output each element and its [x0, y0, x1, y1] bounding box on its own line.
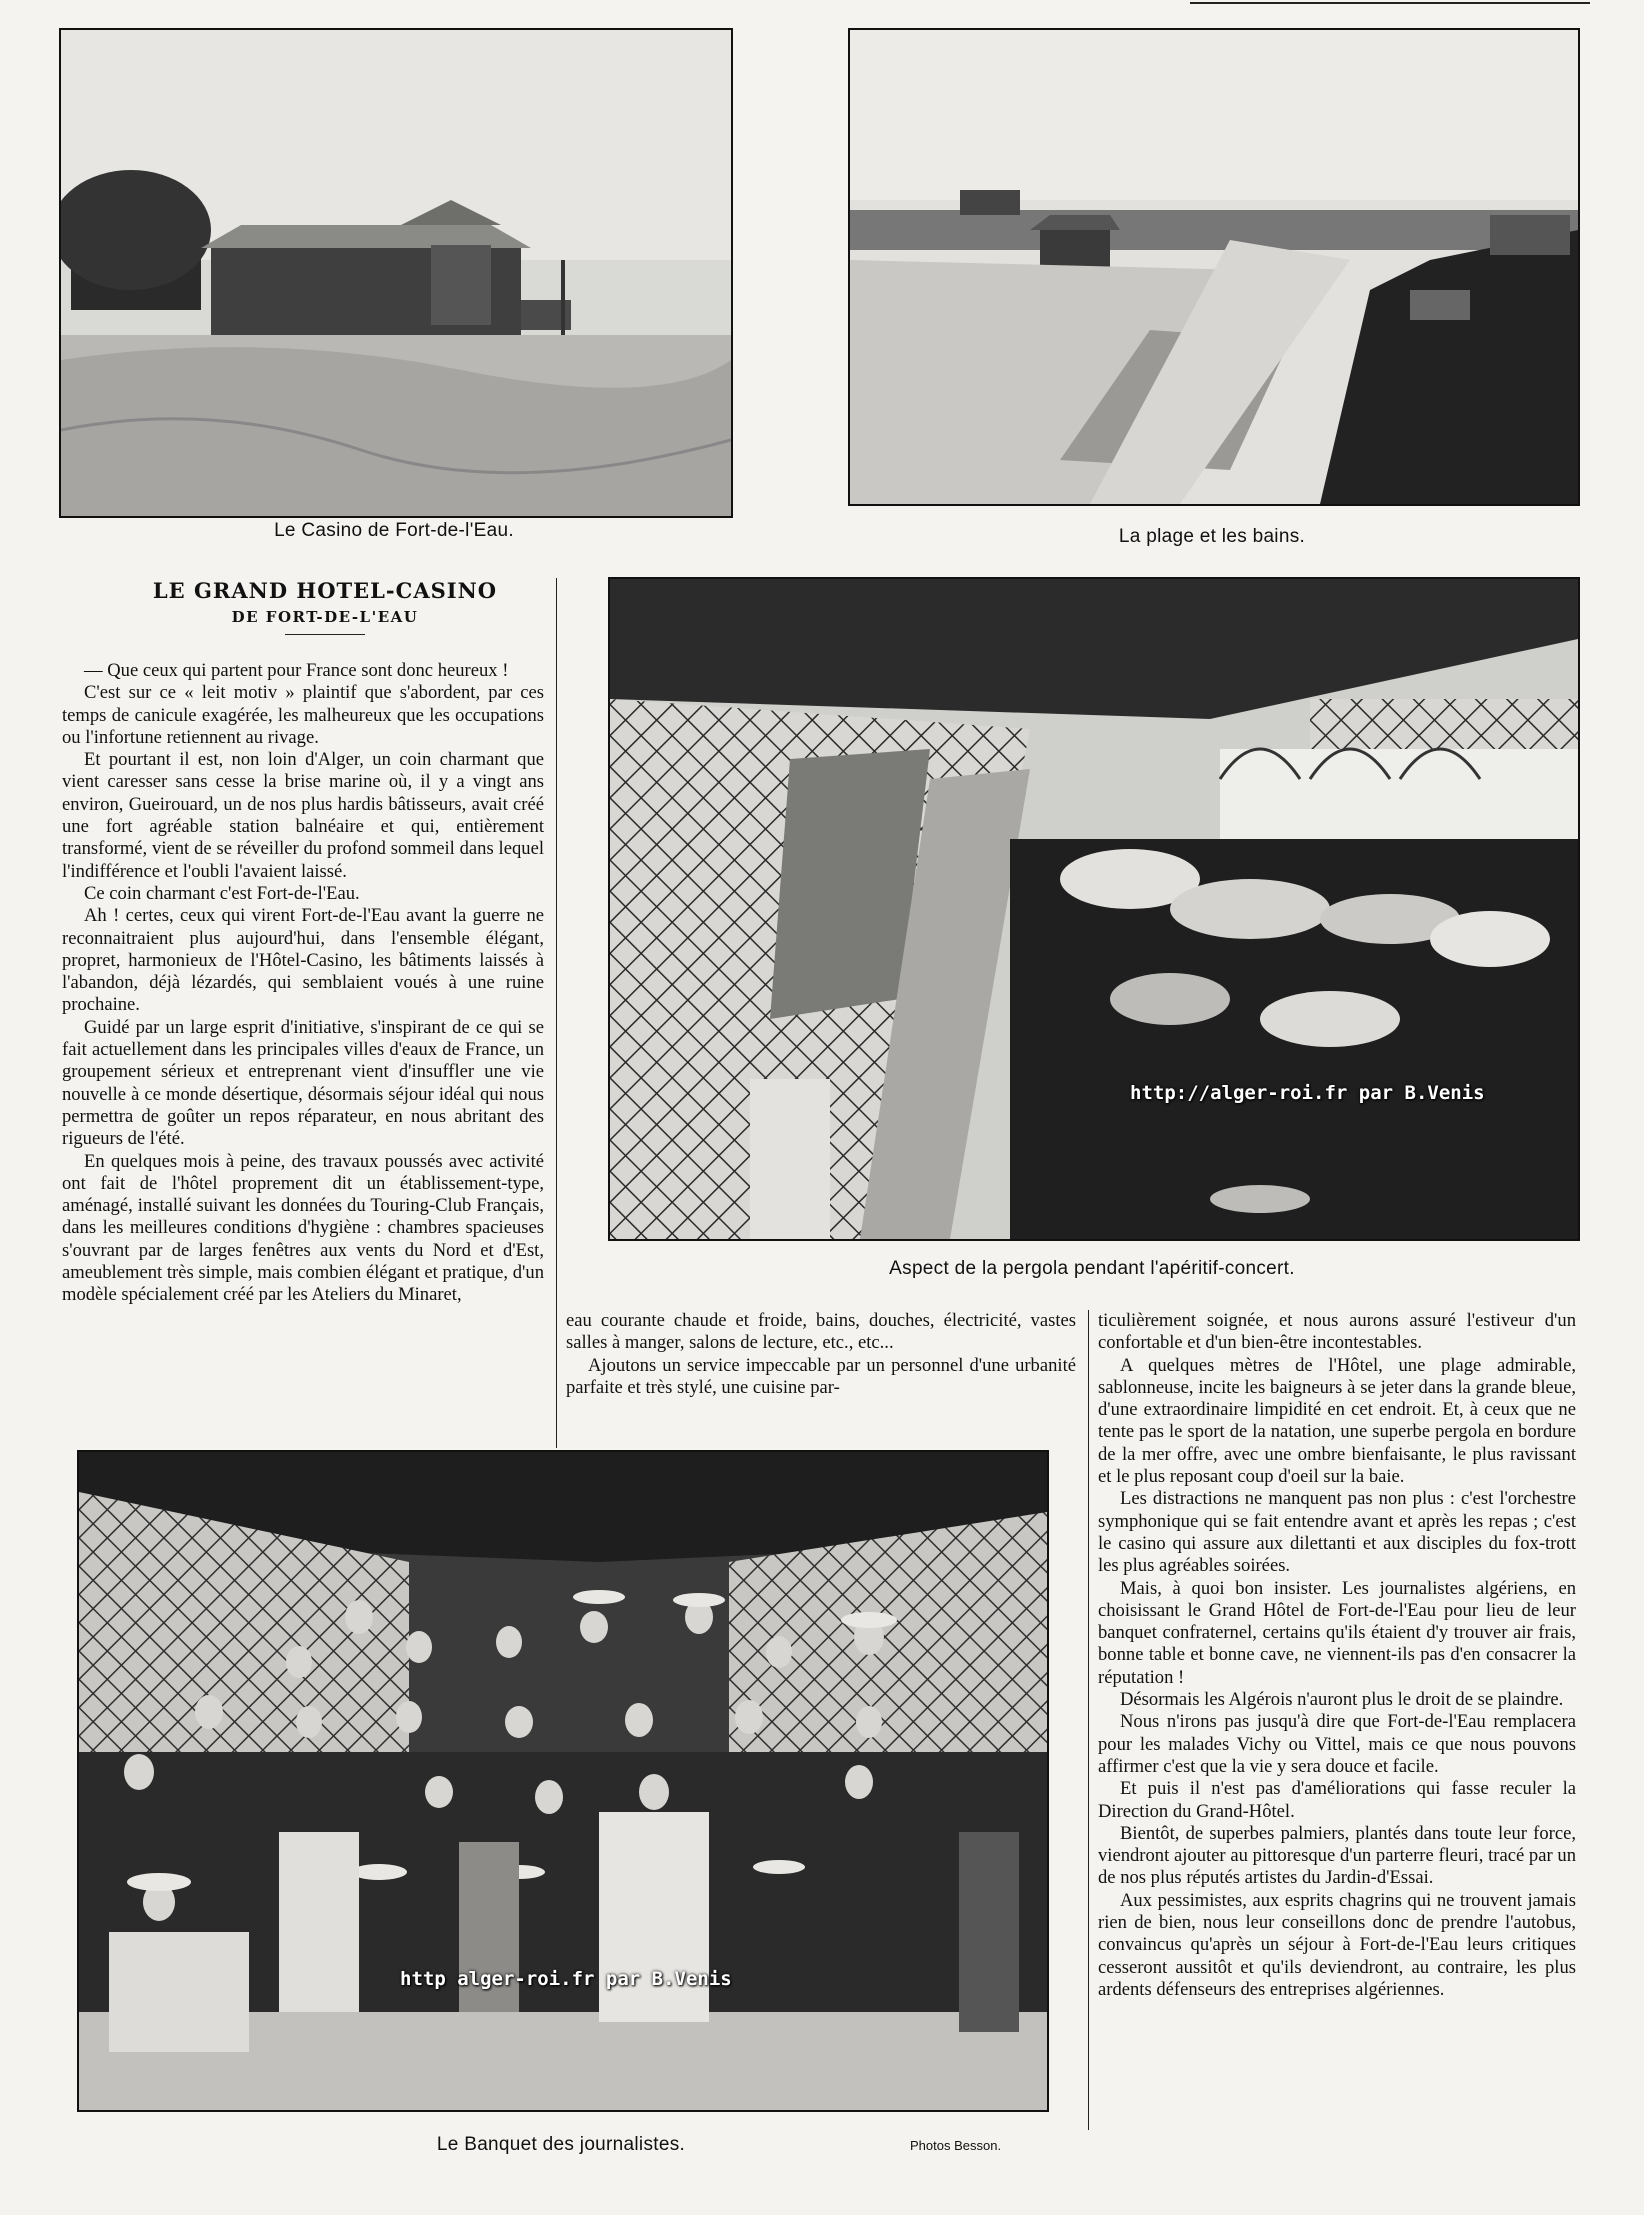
paragraph: Aux pessimistes, aux esprits chagrins qui ne trouvent jamais rien de bien, nous leur conseillons donc de prendre l'autobus, convaincus qu'après un séjour à Fort-de-l'Eau leurs critiques cesseront aussitôt et qu'ils deviendront, au contraire, les plus ardents défenseurs des entreprises algériennes.: [1098, 1889, 1576, 2000]
paragraph: Ajoutons un service impeccable par un personnel d'une urbanité parfaite et très stylé, une cuisine par-: [566, 1354, 1076, 1398]
column-rule-1: [556, 578, 557, 1448]
paragraph: Ce coin charmant c'est Fort-de-l'Eau.: [84, 882, 360, 904]
casino-caption: Le Casino de Fort-de-l'Eau.: [274, 520, 514, 541]
banquet-caption: Le Banquet des journalistes.: [436, 2134, 686, 2155]
plage-caption: La plage et les bains.: [1118, 526, 1306, 547]
pergola-photo: [608, 577, 1580, 1241]
pergola-watermark: http://alger-roi.fr par B.Venis: [1130, 1082, 1485, 1104]
paragraph: Bientôt, de superbes palmiers, plantés dans toute leur force, viendront ajouter au pittoresque d'un parterre fleuri, tracé par un de nos plus réputés artistes du Jardin-d'Essai.: [1098, 1822, 1576, 1889]
article-column-3: [1098, 1310, 1576, 2001]
casino-photo: [59, 28, 733, 518]
paragraph: Nous n'irons pas jusqu'à dire que Fort-de-l'Eau remplacera pour les malades Vichy ou Vittel, mais ce que nous pouvons affirmer c'est que la vie y sera douce et facile.: [1098, 1711, 1576, 1777]
paragraph: — Que ceux qui partent pour France sont donc heureux !: [84, 660, 509, 681]
paragraph: En quelques mois à peine, des travaux poussés avec activité ont fait de l'hôtel proprement dit un établissement-type, aménagé, installé suivant les données du Touring-Club Français, dans les meilleures conditions d'hygiène : chambres spacieuses s'ouvrant par de larges fenêtres aux vents du Nord et d'Est, ameublement très simple, mais combien élégant et pratique, d'un modèle spécialement créé par les Ateliers du Minaret,: [62, 1150, 544, 1306]
banquet-watermark: http alger-roi.fr par B.Venis: [400, 1968, 732, 1990]
paragraph: Et puis il n'est pas d'améliorations qui fasse reculer la Direction du Grand-Hôtel.: [1098, 1778, 1576, 1822]
paragraph: Guidé par un large esprit d'initiative, s'inspirant de ce qui se fait actuellement dans les principales villes d'eaux de France, un groupement sérieux et entreprenant vient d'insuffler une vie nouvelle à ce monde désertique, désormais séjour idéal qui nous permettra de goûter un repos réparateur, en nous abritant des rigueurs de l'été.: [62, 1016, 544, 1150]
paragraph: eau courante chaude et froide, bains, douches, électricité, vastes salles à manger, salons de lecture, etc., etc...: [566, 1310, 1076, 1354]
headline-rule: [285, 634, 365, 635]
photo-credit: Photos Besson.: [910, 2138, 1002, 2153]
paragraph: Désormais les Algérois n'auront plus le droit de se plaindre.: [1120, 1689, 1564, 1711]
article-column-1: [62, 660, 544, 1307]
article-column-2: [566, 1310, 1076, 1399]
paragraph: Les distractions ne manquent pas non plus : c'est l'orchestre symphonique qui se fait entendre avant et après les repas ; c'est le casino qui assure aux dilettanti et aux disciples du fox-trott les plus agréables soirées.: [1098, 1488, 1576, 1577]
paragraph: Mais, à quoi bon insister. Les journalistes algériens, en choisissant le Grand Hôtel de Fort-de-l'Eau pour lieu de leur banquet confraternel, certains qu'ils étaient d'y trouver air frais, bonne table et bonne cave, ne viennent-ils pas d'en consacrer la réputation !: [1098, 1577, 1576, 1688]
top-rule: [1190, 2, 1590, 4]
paragraph: Et pourtant il est, non loin d'Alger, un coin charmant que vient caresser sans cesse la brise marine où, il y a vingt ans environ, Gueirouard, un de nos plus hardis bâtisseurs, avait créé une fort agréable station balnéaire et qui, entièrement transformé, vient de se réveiller du profond sommeil dans lequel l'indifférence et l'oubli l'avaient laissé.: [62, 749, 544, 882]
banquet-photo: [77, 1450, 1049, 2112]
paragraph: C'est sur ce « leit motiv » plaintif que s'abordent, par ces temps de canicule exagérée, les malheureux que les occupations ou l'infortune retiennent au rivage.: [62, 682, 544, 748]
pergola-caption: Aspect de la pergola pendant l'apéritif-concert.: [889, 1258, 1295, 1279]
plage-photo: [848, 28, 1580, 506]
paragraph: Ah ! certes, ceux qui virent Fort-de-l'Eau avant la guerre ne reconnaitraient plus aujourd'hui, dans l'ensemble élégant, propret, harmonieux de l'Hôtel-Casino, les bâtiments laissés à l'abandon, déjà lézardés, qui semblaient voués à une ruine prochaine.: [62, 905, 544, 1016]
paragraph: A quelques mètres de l'Hôtel, une plage admirable, sablonneuse, incite les baigneurs à se jeter dans la grande bleue, d'une extraordinaire limpidité en cet endroit. Et, à ceux que ne tente pas le sport de la natation, une superbe pergola en bordure de la mer offre, avec une ombre bienfaisante, le plus ravissant et le plus reposant coup d'oeil sur la baie.: [1098, 1354, 1576, 1488]
paragraph: ticulièrement soignée, et nous aurons assuré l'estiveur d'un confortable et d'un bien-être incontestables.: [1098, 1310, 1576, 1354]
column-rule-2: [1088, 1310, 1089, 2130]
article-title: LE GRAND HOTEL-CASINO: [152, 578, 498, 603]
article-subtitle: DE FORT-DE-L'EAU: [231, 608, 419, 626]
